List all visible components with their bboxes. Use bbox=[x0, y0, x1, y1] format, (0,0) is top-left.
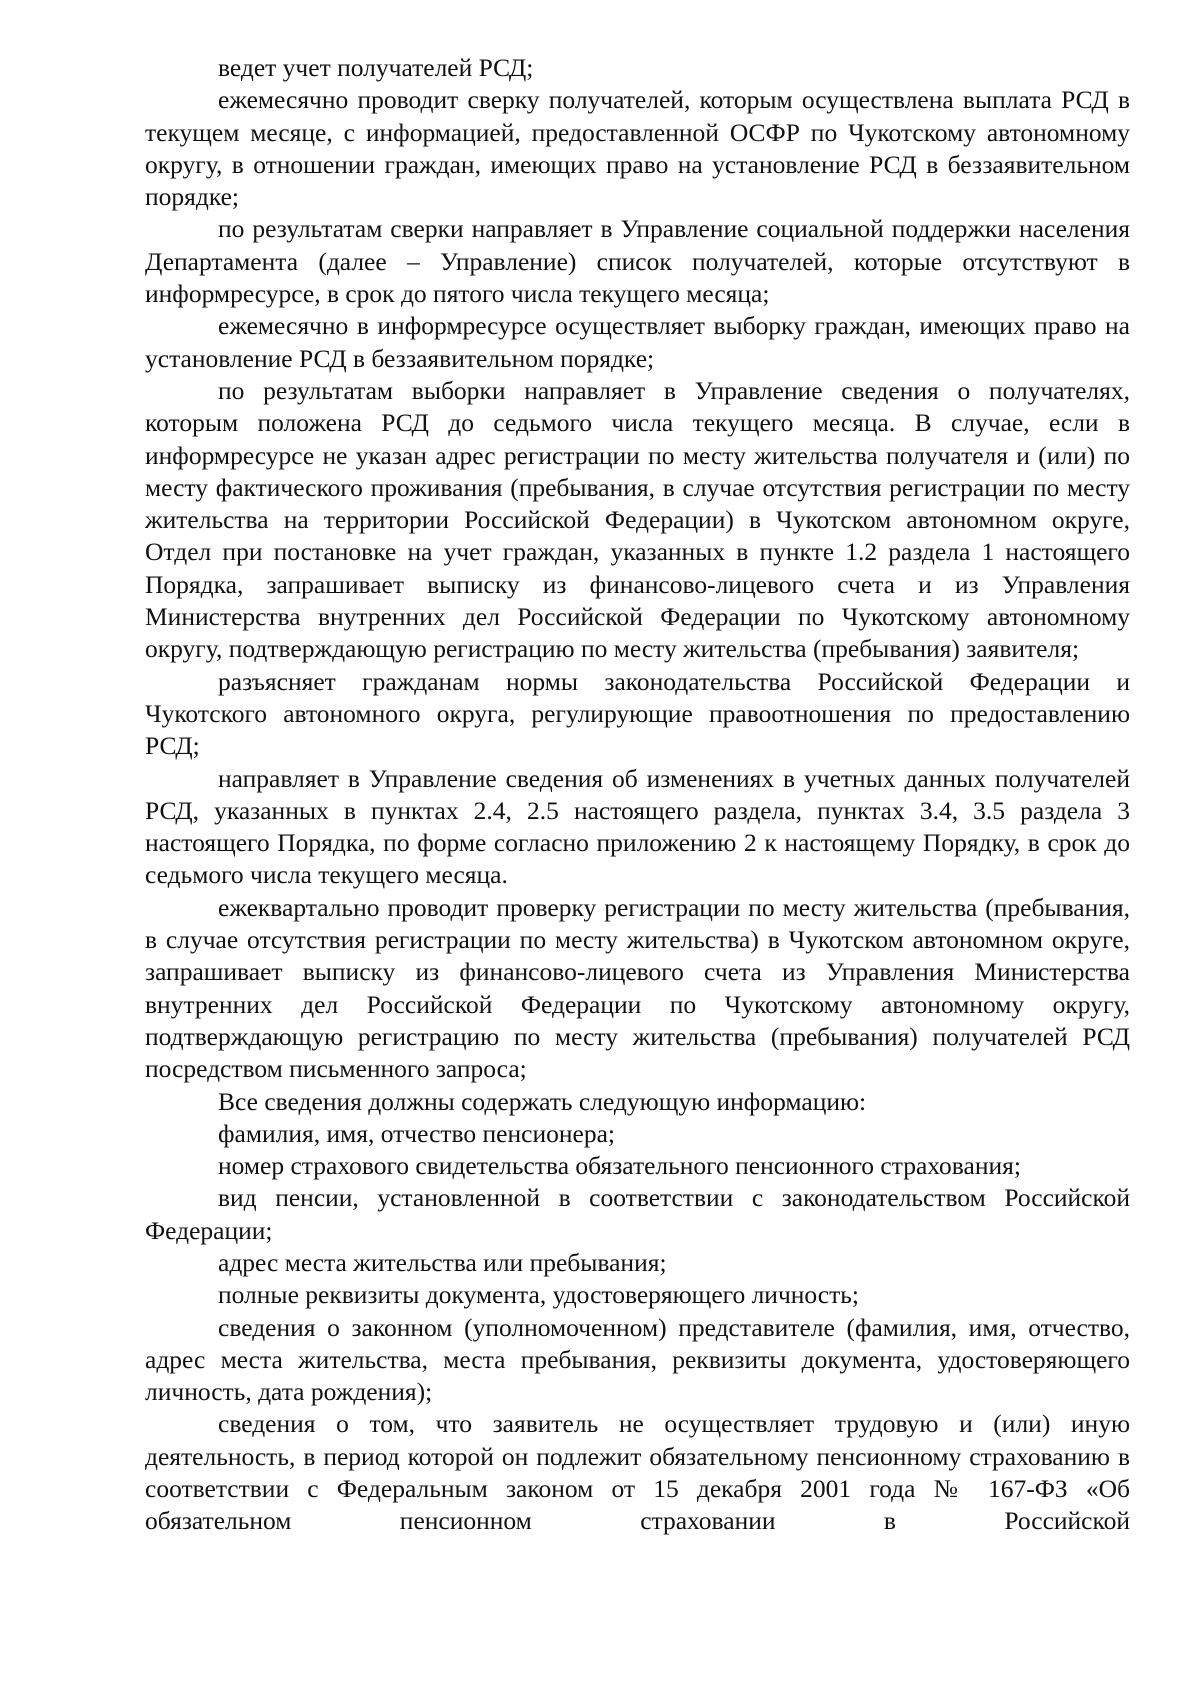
paragraph: по результатам выборки направляет в Управление сведения о получателях, которым положена РСД до седьмого числа текущего месяца. В случае, если в информресурсе не указан адрес регистрации по месту жительства получателя и (или) по месту фактического проживания (пребывания, в случае отсутствия регистрации по месту жительства на территории Российской Федерации) в Чукотском автономном округе, Отдел при постановке на учет граждан, указанных в пункте 1.2 раздела 1 настоящего Порядка, запрашивает выписку из финансово-лицевого счета и из Управления Министерства внутренних дел Российской Федерации по Чукотскому автономному округу, подтверждающую регистрацию по месту жительства (пребывания) заявителя; bbox=[145, 375, 1130, 664]
paragraph: ежемесячно в информресурсе осуществляет выборку граждан, имеющих право на установление РСД в беззаявительном порядке; bbox=[145, 311, 1130, 373]
paragraph: фамилия, имя, отчество пенсионера; bbox=[218, 1118, 615, 1148]
paragraph: вид пенсии, установленной в соответствии с законодательством Российской Федерации; bbox=[145, 1183, 1130, 1245]
paragraph: номер страхового свидетельства обязательного пенсионного страхования; bbox=[218, 1151, 1021, 1181]
paragraph: адрес места жительства или пребывания; bbox=[218, 1247, 667, 1277]
paragraph: сведения о том, что заявитель не осуществляет трудовую и (или) иную деятельность, в период которой он подлежит обязательному пенсионному страхованию в соответствии с Федеральным законом от 15 декабря 2001 года № 167-ФЗ «Об обязательном пенсионном страховании в Российской bbox=[145, 1409, 1130, 1536]
paragraph: разъясняет гражданам нормы законодательства Российской Федерации и Чукотского автономного округа, регулирующие правоотношения по предоставлению РСД; bbox=[145, 666, 1130, 761]
paragraph: ежемесячно проводит сверку получателей, которым осуществлена выплата РСД в текущем месяце, с информацией, предоставленной ОСФР по Чукотскому автономному округу, в отношении граждан, имеющих право на установление РСД в беззаявительном порядке; bbox=[145, 85, 1130, 212]
paragraph: направляет в Управление сведения об изменениях в учетных данных получателей РСД, указанных в пунктах 2.4, 2.5 настоящего раздела, пунктах 3.4, 3.5 раздела 3 настоящего Порядка, по форме согласно приложению 2 к настоящему Порядку, в срок до седьмого числа текущего месяца. bbox=[145, 763, 1130, 890]
paragraph: полные реквизиты документа, удостоверяющего личность; bbox=[218, 1280, 859, 1310]
paragraph: Все сведения должны содержать следующую информацию: bbox=[218, 1086, 867, 1116]
paragraph: сведения о законном (уполномоченном) представителе (фамилия, имя, отчество, адрес места жительства, места пребывания, реквизиты документа, удостоверяющего личность, дата рождения); bbox=[145, 1312, 1130, 1407]
paragraph: ведет учет получателей РСД; bbox=[218, 53, 534, 82]
paragraph: ежеквартально проводит проверку регистрации по месту жительства (пребывания, в случае отсутствия регистрации по месту жительства) в Чукотском автономном округе, запрашивает выписку из финансово-лицевого счета из Управления Министерства внутренних дел Российской Федерации по Чукотскому автономному округу, подтверждающую регистрацию по месту жительства (пребывания) получателей РСД посредством письменного запроса; bbox=[145, 892, 1130, 1084]
paragraph: по результатам сверки направляет в Управление социальной поддержки населения Департамента (далее – Управление) список получателей, которые отсутствуют в информресурсе, в срок до пятого числа текущего месяца; bbox=[145, 214, 1130, 309]
document-body bbox=[145, 52, 1130, 1538]
